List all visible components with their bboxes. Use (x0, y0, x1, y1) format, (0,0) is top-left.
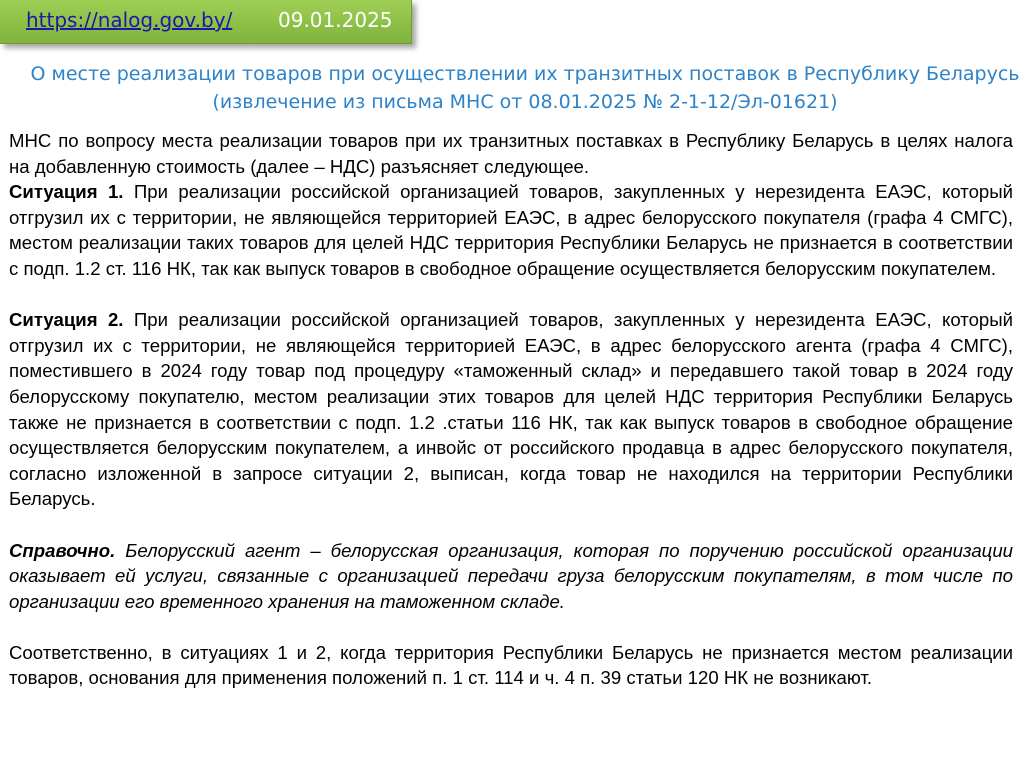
situation-1-paragraph (9, 179, 1013, 281)
situation-2-text: При реализации российской организацией товаров, закупленных у нерезидента ЕАЭС, который отгрузил их с территории, не являющейся территорией ЕАЭС, в адрес белорусского агента (графа 4 СМГС), поместившего в 2024 году товар под процедуру «таможенный склад» и передавшего такой товар в 2024 году белорусскому покупателю, местом реализации этих товаров для целей НДС территория Республики Беларусь также не признается в соответствии с подп. 1.2 .статьи 116 НК, так как выпуск товаров в свободное обращение осуществляется белорусским покупателем, а инвойс от российского продавца в адрес белорусского покупателя, согласно изложенной в запросе ситуации 2, выписан, когда товар не находился на территории Республики Беларусь. (9, 309, 1014, 510)
situation-2-label: Ситуация 2. (9, 309, 124, 331)
source-link[interactable]: https://nalog.gov.by/ (26, 8, 233, 32)
situation-1-text: При реализации российской организацией товаров, закупленных у нерезидента ЕАЭС, который отгрузил их с территории, не являющейся территорией ЕАЭС, в адрес белорусского покупателя (графа 4 СМГС), местом реализации таких товаров для целей НДС территория Республики Беларусь не признается в соответствии с подп. 1.2 ст. 116 НК, так как выпуск товаров в свободное обращение осуществляется белорусским покупателем. (9, 181, 1014, 279)
reference-label: Справочно. (9, 539, 116, 561)
reference-paragraph (9, 538, 1013, 615)
document-body (9, 128, 1013, 691)
publication-date: 09.01.2025 (278, 8, 393, 32)
paragraph-gap (9, 614, 1013, 640)
header-banner (0, 0, 412, 44)
situation-1-label: Ситуация 1. (9, 181, 124, 203)
reference-text: Белорусский агент – белорусская организация, которая по поручению российской организации оказывает ей услуги, связанные с организацией передачи груза белорусским покупателям, в том числе по организации его временного хранения на таможенном складе. (9, 539, 1013, 612)
paragraph-gap (9, 282, 1013, 308)
conclusion-paragraph: Соответственно, в ситуациях 1 и 2, когда территория Республики Беларусь не признается местом реализации товаров, основания для применения положений п. 1 ст. 114 и ч. 4 п. 39 статьи 120 НК не возникают. (9, 641, 1013, 689)
paragraph-gap (9, 512, 1013, 538)
situation-2-paragraph (9, 307, 1013, 512)
page-title: О месте реализации товаров при осуществлении их транзитных поставок в Республику Беларусь (извлечение из письма МНС от 08.01.2025 № 2-1-12/Эл-01621) (30, 63, 1020, 113)
intro-paragraph: МНС по вопросу места реализации товаров при их транзитных поставках в Республику Беларусь в целях налога на добавленную стоимость (далее – НДС) разъясняет следующее. (9, 130, 1013, 177)
